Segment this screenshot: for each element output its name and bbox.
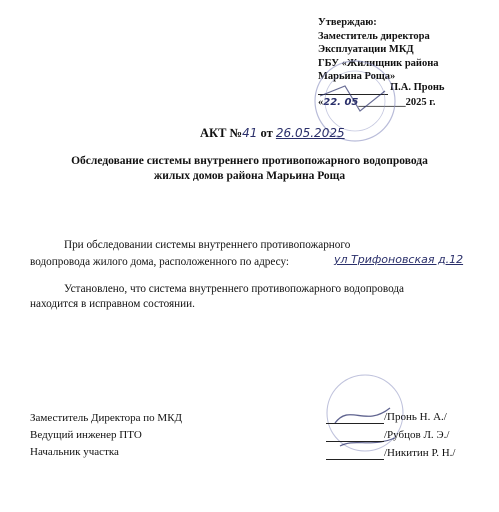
approval-year: 2025 г.	[405, 97, 436, 108]
signature-line-1	[326, 423, 384, 424]
name-rubtsov: /Рубцов Л. Э./	[384, 429, 450, 441]
signature-names	[384, 408, 455, 462]
body-paragraph-2-line-2: находится в исправном состоянии.	[30, 298, 195, 310]
signature-line-2	[326, 441, 384, 442]
document-title-line-2: жилых домов района Марьина Роща	[153, 170, 346, 182]
act-header	[200, 126, 345, 141]
role-deputy-director: Заместитель Директора по МКД	[30, 412, 183, 424]
signature-roles	[30, 410, 182, 461]
role-section-chief: Начальник участка	[30, 446, 119, 458]
act-prefix: АКТ №	[200, 126, 243, 140]
body-paragraph-2-line-1: Установлено, что система внутреннего противопожарного водопровода	[64, 283, 405, 295]
approval-organization-line: ГБУ «Жилищник района	[318, 57, 439, 69]
body-paragraph-1-line-1: При обследовании системы внутреннего противопожарного	[64, 239, 351, 251]
act-date: 26.05.2025	[275, 126, 345, 140]
name-pron: /Пронь Н. А./	[384, 411, 447, 423]
body-paragraph-1-line-2: водопровода жилого дома, расположенного по адресу:	[30, 256, 290, 268]
approval-heading: Утверждаю:	[318, 17, 377, 28]
act-number: 41	[242, 126, 258, 140]
role-lead-engineer: Ведущий инженер ПТО	[30, 429, 142, 441]
act-from: от	[260, 126, 273, 140]
document-title-line-1: Обследование системы внутреннего противопожарного водопровода	[71, 155, 428, 167]
approval-date-handwritten: 22. 05	[323, 97, 359, 108]
address-handwritten: ул Трифоновская д.12	[334, 253, 464, 266]
approval-position-line: Заместитель директора	[318, 30, 430, 42]
approval-date-row: «22. 05_________2025 г.	[318, 97, 436, 108]
approval-department-line: Эксплуатации МКД	[318, 44, 414, 55]
approval-organization-line-2: Марьина Роща»	[318, 71, 396, 82]
name-nikitin: /Никитин Р. Н./	[384, 447, 456, 459]
signature-line-3	[326, 459, 384, 460]
approval-signer: П.А. Пронь	[390, 82, 445, 93]
